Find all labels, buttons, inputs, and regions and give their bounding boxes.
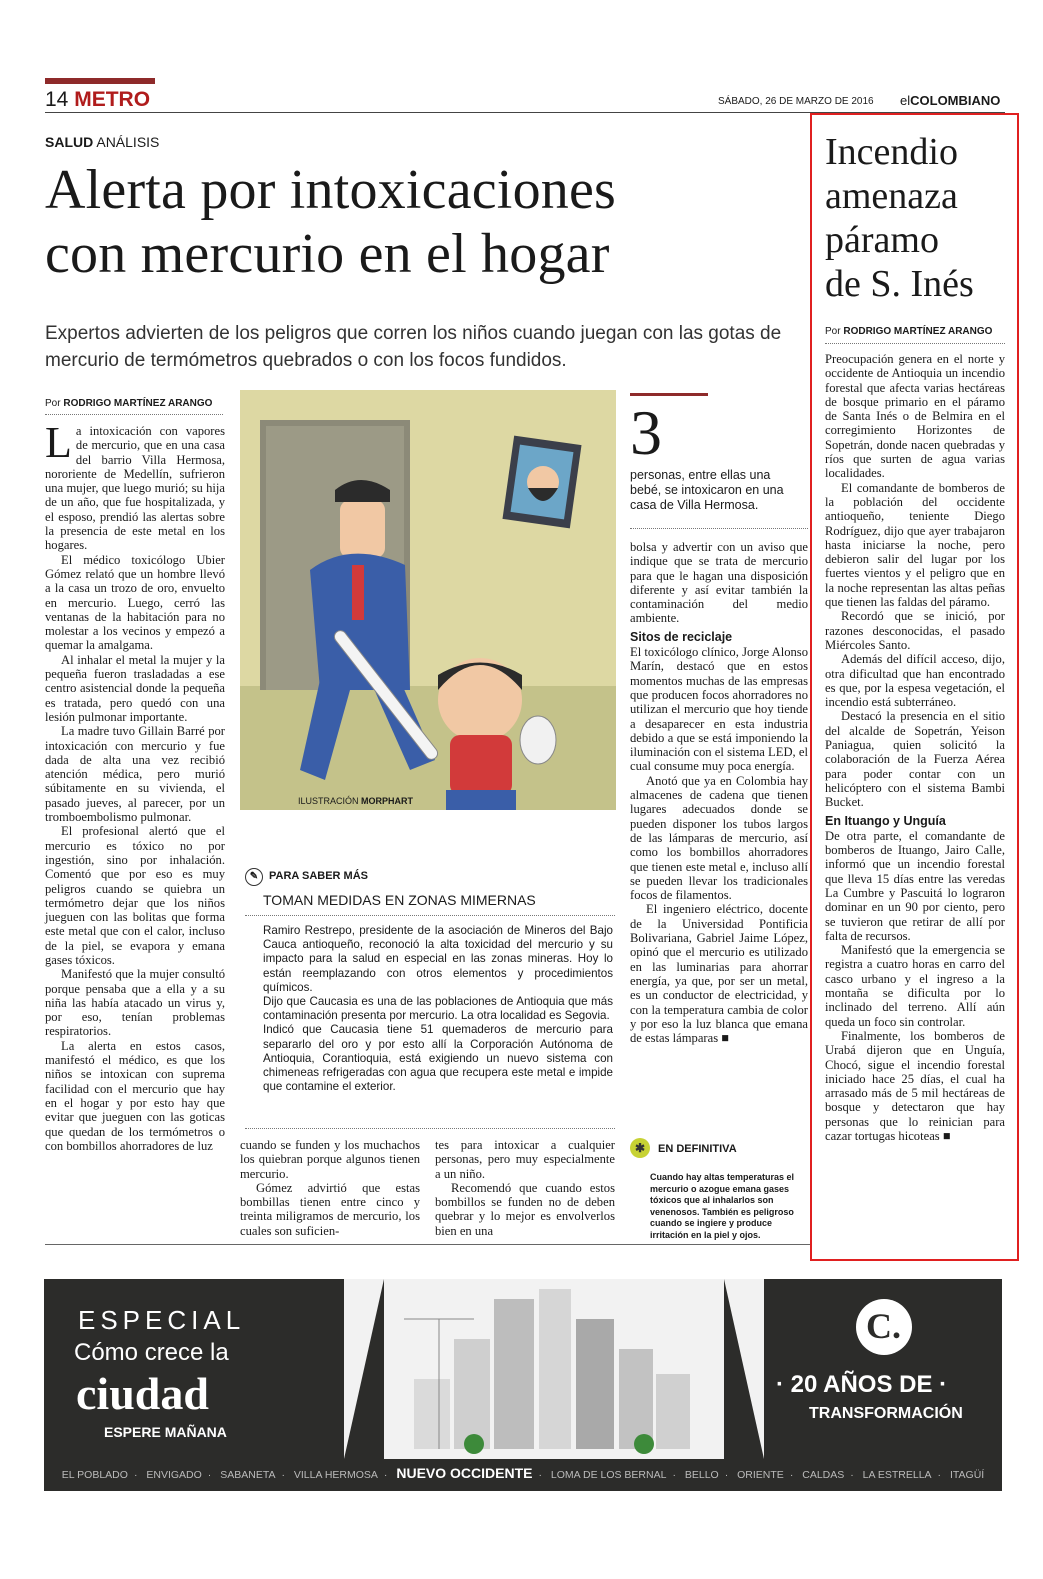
- paragraph: De otra parte, el comandante de bomberos de Ituango, Jairo Calle, informó que un incendio forestal que lleva 15 días entre las veredas La Cumbre y Pascuitá lo lograron dominar en un 90 por ciento, pero se tuvieron que retirar de allí por falta de recursos.: [825, 828, 1005, 943]
- ad-logo-letter: C.: [866, 1306, 901, 1346]
- pin-icon: ✎: [245, 868, 263, 886]
- page-folio: [45, 88, 150, 112]
- header-accent-bar: [45, 78, 155, 84]
- paragraph: Finalmente, los bomberos de Urabá dijeron que en Unguía, Chocó, sigue el incendio forestal iniciado hace 25 días, el cual ha arrasado más de 5 mil hectáreas de bosque y detectaron que hay personas que lo reinician para cazar tortugas hicoteas ■: [825, 1028, 1005, 1144]
- article-column-4: [630, 540, 808, 1045]
- page-number: 14: [45, 88, 69, 111]
- paragraph: Indicó que Caucasia tiene 51 quemaderos de mercurio para separarlo del oro y por esto allí la Corporación Autónoma de Antioquia, Corantioquia, está exigiendo un nuevo sistema con chimeneas refrigeradas con agua que recupera este metal e impide que contamine el exterior.: [263, 1023, 613, 1094]
- ad-right-line-1: · 20 AÑOS DE ·: [776, 1371, 948, 1398]
- section-name: METRO: [74, 88, 151, 111]
- paragraph: La alerta en estos casos, manifestó el médico, es que los niños se intoxican con suprema facilidad con el mercurio que hay en el hogar y por esto hay que evitar que jueguen con las goticas que quedan de los termómetros o con bombillos ahorradores de luz: [45, 1038, 225, 1153]
- article-column-1: [45, 418, 225, 1153]
- paragraph: La intoxicación con vapores de mercurio, que en una casa del barrio Villa Hermosa, nororiente de Medellín, sufrieron una mujer, que luego murió; su hija de un año, que fue hospitalizada, y el esposo, prendió las alertas sobre la presencia de este metal en los hogares.: [45, 418, 225, 553]
- paragraph: El ingeniero eléctrico, docente de la Universidad Pontificia Bolivariana, Gabriel Jaime López, opinó que el mercurio es utilizado en las luminarias para ahorrar energía, ya que, por ser un metal, es un conductor de electricidad, y con la temperatura cambia de color y por eso la luz blanca que emana de estas lámparas ■: [630, 902, 808, 1046]
- info-box-label: ✎ PARA SABER MÁS: [245, 868, 368, 886]
- paragraph: Recordó que se inició, por razones desconocidas, el pasado Miércoles Santo.: [825, 609, 1005, 652]
- paragraph: bolsa y advertir con un aviso que indique que se trata de mercurio para que le hagan una disposición diferente y así evitar también la contaminación del medio ambiente.: [630, 540, 808, 626]
- paragraph: Manifestó que la mujer consultó porque pensaba que a ella y a su niña las había atacado un virus y, por eso, tenían problemas respiratorios.: [45, 967, 225, 1039]
- masthead-logo: elCOLOMBIANO: [900, 93, 1001, 108]
- ad-ticker: EL POBLADO · ENVIGADO · SABANETA · VILLA HERMOSA · NUEVO OCCIDENTE · LOMA DE LOS BERNAL · BELLO · ORIENTE · CALDAS · LA ESTRELLA · ITAGÜÍ: [61, 1465, 985, 1481]
- sidebar-subhead: En Ituango y Unguía: [825, 813, 946, 828]
- ad-especial: ESPECIAL: [78, 1305, 246, 1335]
- paragraph: Recomendó que cuando estos bombillos se funden no de deben quebrar y lo mejor es envolverlos bien en una: [435, 1180, 615, 1238]
- info-box-bottom-rule: [245, 1128, 615, 1130]
- paragraph: Ramiro Restrepo, presidente de la asociación de Mineros del Bajo Cauca antioqueño, reconoció la alta toxicidad del mercurio y su impacto para la salud en especial en las zonas mineras. Hoy lo están reemplazando con otros elementos y procedimientos químicos.: [263, 924, 613, 994]
- city-skyline-graphic: [344, 1279, 764, 1459]
- article-column-2: [240, 1138, 420, 1238]
- illustration-art: [240, 390, 616, 810]
- stat-number: 3: [630, 397, 662, 468]
- stat-divider: [630, 528, 808, 530]
- ad-ciudad: ciudad: [76, 1368, 209, 1419]
- info-box-title: TOMAN MEDIDAS EN ZONAS MIMERNAS: [263, 892, 536, 908]
- paragraph: tes para intoxicar a cualquier personas, pero muy especialmente a un niño.: [435, 1138, 615, 1181]
- deck: Expertos advierten de los peligros que corren los niños cuando juegan con las gotas de mercurio de termómetros quebrados o con los focos fundidos.: [45, 323, 782, 371]
- paragraph: Dijo que Caucasia es una de las poblaciones de Antioquia que más contaminación presenta por mercurio. La otra localidad es Segovia.: [263, 995, 613, 1023]
- illustration: [240, 390, 616, 810]
- kicker: SALUD ANÁLISIS: [45, 134, 160, 150]
- paragraph: Destacó la presencia en el sitio del alcalde de Sopetrán, Yeison Paniagua, quien solicitó la colaboración de la Fuerza Aérea para poder contar con un helicóptero con el sistema Bambi Bucket.: [825, 709, 1005, 810]
- paragraph: El profesional alertó que el mercurio es tóxico no por ingestión, sino por inhalación. Comentó que por eso es muy peligros cuando se quiebra un termómetro dejar que los niños jueguen con las bolitas que forma este metal que con el calor, incluso de la piel, se evapora y emana gases tóxicos.: [45, 824, 225, 967]
- sidebar-title: Incendio amenaza páramo de S. Inés: [825, 131, 974, 305]
- badge-icon: ✱: [630, 1138, 650, 1158]
- advertisement-banner: [44, 1279, 1002, 1491]
- paragraph: Además del difícil acceso, dijo, otra dificultad que han encontrado es que, por la espesa vegetación, el incendio está subterráneo.: [825, 652, 1005, 710]
- paragraph: cuando se funden y los muchachos los quiebran porque algunos tienen mercurio.: [240, 1138, 420, 1181]
- paragraph: Anotó que ya en Colombia hay almacenes de cadena que tienen lugares adecuados donde se pueden disponer los tubos largos de las lámparas de mercurio, así como los bombillos ahorradores que tienen este metal e, incluso allí se pueden llevar los tradicionales focos de filamentos.: [630, 773, 808, 903]
- stat-rule: [630, 393, 708, 396]
- paragraph: Manifestó que la emergencia se registra a cuatro horas en carro del casco urbano y el ingreso a la montaña se dificulta por lo inclinado del terreno. Allí aún queda un foco sin controlar.: [825, 943, 1005, 1029]
- info-box-rule: [245, 915, 615, 917]
- stat-text: personas, entre ellas una bebé, se intoxicaron en una casa de Villa Hermosa.: [630, 468, 784, 512]
- illustration-credit: ILUSTRACIÓN MORPHART: [298, 796, 414, 806]
- subhead: Sitos de reciclaje: [630, 629, 733, 644]
- paragraph: El médico toxicólogo Ubier Gómez relató que un hombre llevó a la casa un trozo de oro, envuelto en mercurio. Luego, cerró las ventanas de la habitación para no molestar a los vecinos y empezó a quemar la amalgama.: [45, 552, 225, 653]
- ad-espere: ESPERE MAÑANA: [104, 1424, 227, 1440]
- byline: Por RODRIGO MARTÍNEZ ARANGO: [45, 398, 223, 415]
- paragraph: La madre tuvo Gillain Barré por intoxicación con mercurio y fue dada de alta una vez recibió atención médica, pero murió súbitamente en su vivienda, el pasado jueves, al parecer, por un tromboembolismo pulmonar.: [45, 724, 225, 825]
- definitiva-text: Cuando hay altas temperaturas el mercurio o azogue emana gases tóxicos que al inhalarlos son venenosos. También es peligroso cuando se ingiere y produce irritación en la piel y ojos.: [650, 1172, 795, 1240]
- info-box-body: [263, 924, 613, 1094]
- paragraph: El comandante de bomberos de la población del occidente antioqueño, teniente Diego Rodríguez, dijo que ayer trabajaron hasta iniciarse la noche, pero debieron salir del lugar por los fuertes vientos y el peligro que en la noche representan las altas peñas que tienen las faldas del páramo.: [825, 480, 1005, 610]
- sidebar-byline: Por RODRIGO MARTÍNEZ ARANGO: [825, 326, 1005, 344]
- definitiva-label: ✱ EN DEFINITIVA: [630, 1138, 737, 1158]
- paragraph: El toxicólogo clínico, Jorge Alonso Marín, destacó que en estos momentos muchas de las empresas que producen focos ahorradores no utilizan el mercurio que hoy tiende a desaparecer en esta industria debido a que se está imponiendo la iluminación con el sistema LED, el cual consume muy poca energía.: [630, 645, 808, 774]
- ad-subtitle: Cómo crece la: [74, 1339, 229, 1366]
- article-column-3: [435, 1138, 615, 1238]
- page-title: Alerta por intoxicaciones con mercurio en el hogar: [45, 159, 617, 285]
- paragraph: Al inhalar el metal la mujer y la pequeña fueron trasladadas a ese centro asistencial donde la pequeña es tratada, pero quedó con una lesión pulmonar importante.: [45, 652, 225, 724]
- paragraph: Gómez advirtió que estas bombillas tienen entre cinco y treinta miligramos de mercurio, los cuales son suficien-: [240, 1180, 420, 1238]
- sidebar-body: [825, 352, 1005, 1143]
- ad-right-line-2: TRANSFORMACIÓN: [809, 1405, 963, 1422]
- bottom-rule: [45, 1244, 810, 1245]
- header-date: SÁBADO, 26 DE MARZO DE 2016: [718, 96, 874, 107]
- paragraph: Preocupación genera en el norte y occidente de Antioquia un incendio forestal que afecta varias hectáreas de bosque primario en el páramo de Santa Inés o de Belmira en el corregimiento Horizontes de Sopetrán, donde nacen quebradas y ríos que surten de agua varias localidades.: [825, 352, 1005, 481]
